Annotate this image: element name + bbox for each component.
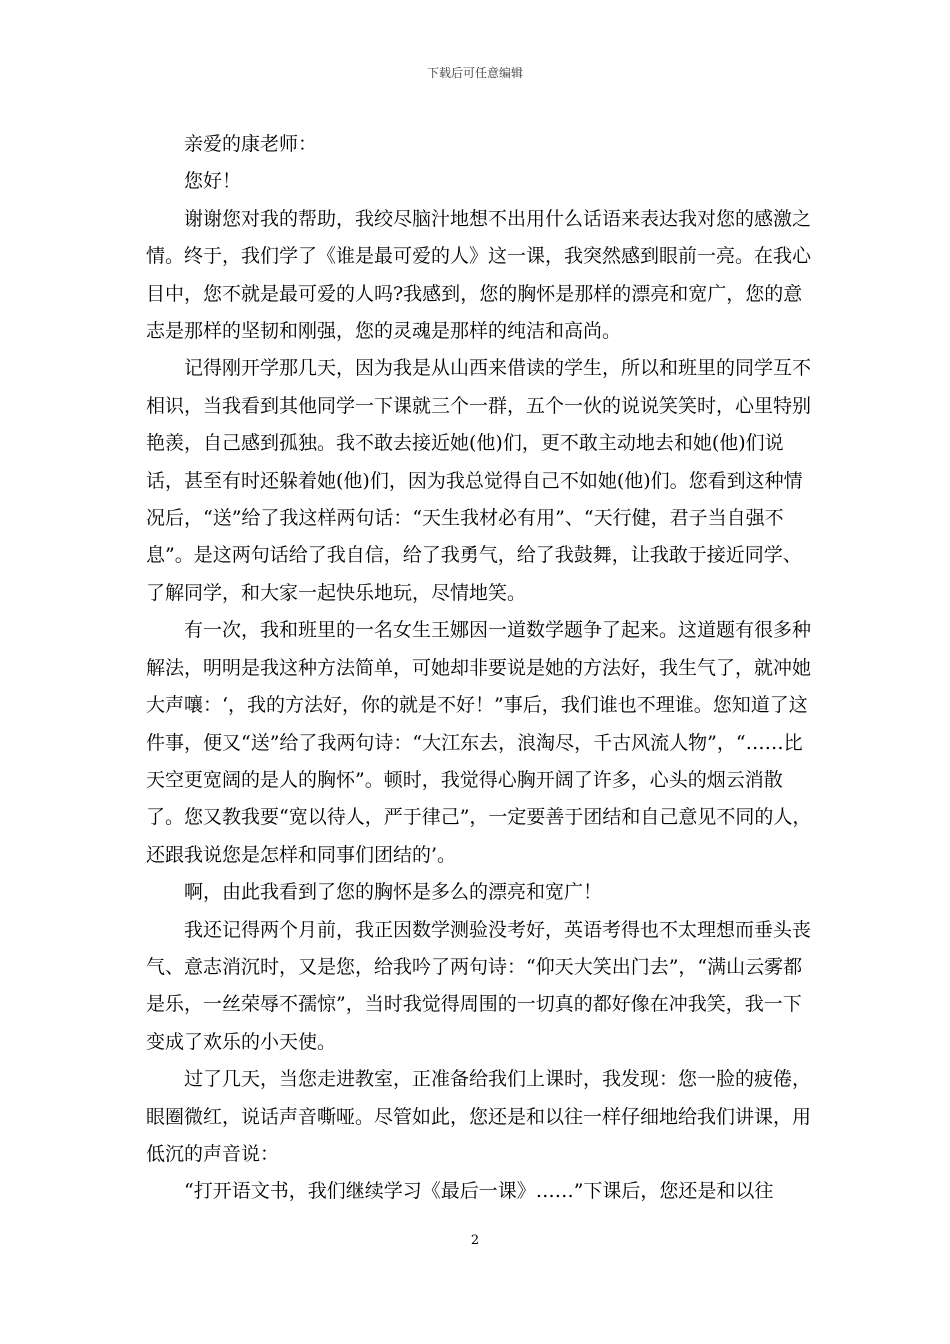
paragraph: 啊，由此我看到了您的胸怀是多么的漂亮和宽广！ <box>184 881 603 904</box>
paragraph: 有一次，我和班里的一名女生王娜因一道数学题争了起来。这道题有很多种解法，明明是我这种方法简单，可她却非要说是她的方法好，我生气了，就冲她大声嚷：‘，我的方法好，你的就是不好！”事后，我们谁也不理谁。您知道了这件事，便又“送”给了我两句诗：“大江东去，浪淘尽，千古风流人物”，“……比天空更宽阔的是人的胸怀”。顿时，我觉得心胸开阔了许多，心头的烟云消散了。您又教我要“宽以待人，严于律己”，一定要善于团结和自己意见不同的人，还跟我说您是怎样和同事们团结的’。 <box>146 619 812 866</box>
letter-salutation: 亲爱的康老师： <box>184 133 318 155</box>
page-header: 下载后可任意编辑 <box>426 66 523 80</box>
paragraph: “打开语文书，我们继续学习《最后一课》……”下课后，您还是和以往 <box>184 1180 774 1203</box>
paragraph: 我还记得两个月前，我正因数学测验没考好，英语考得也不太理想而垂头丧气、意志消沉时，又是您，给我吟了两句诗：“仰天大笑出门去”，“满山云雾都是乐，一丝荣辱不孺惊”，当时我觉得周围的一切真的都好像在冲我笑，我一下变成了欢乐的小天使。 <box>146 918 812 1053</box>
letter-greeting: 您好！ <box>184 170 242 193</box>
paragraph: 谢谢您对我的帮助，我绞尽脑汁地想不出用什么话语来表达我对您的感激之情。终于，我们学了《谁是最可爱的人》这一课，我突然感到眼前一亮。在我心目中，您不就是最可爱的人吗?我感到，您的胸怀是那样的漂亮和宽广，您的意志是那样的坚韧和刚强，您的灵魂是那样的纯洁和高尚。 <box>146 207 812 343</box>
letter-body <box>146 126 814 1211</box>
paragraph: 记得刚开学那几天，因为我是从山西来借读的学生，所以和班里的同学互不相识，当我看到其他同学一下课就三个一群，五个一伙的说说笑笑时，心里特别艳羡，自己感到孤独。我不敢去接近她(他)们，更不敢主动地去和她(他)们说话，甚至有时还躲着她(他)们，因为我总觉得自己不如她(他)们。您看到这种情况后，“送”给了我这样两句话：“天生我材必有用”、“天行健，君子当自强不息”。是这两句话给了我自信，给了我勇气，给了我鼓舞，让我敢于接近同学、了解同学，和大家一起快乐地玩，尽情地笑。 <box>146 357 812 604</box>
page-number: 2 <box>470 1233 480 1248</box>
paragraph: 过了几天，当您走进教室，正准备给我们上课时，我发现：您一脸的疲倦，眼圈微红，说话声音嘶哑。尽管如此，您还是和以往一样仔细地给我们讲课，用低沉的声音说： <box>146 1068 812 1165</box>
